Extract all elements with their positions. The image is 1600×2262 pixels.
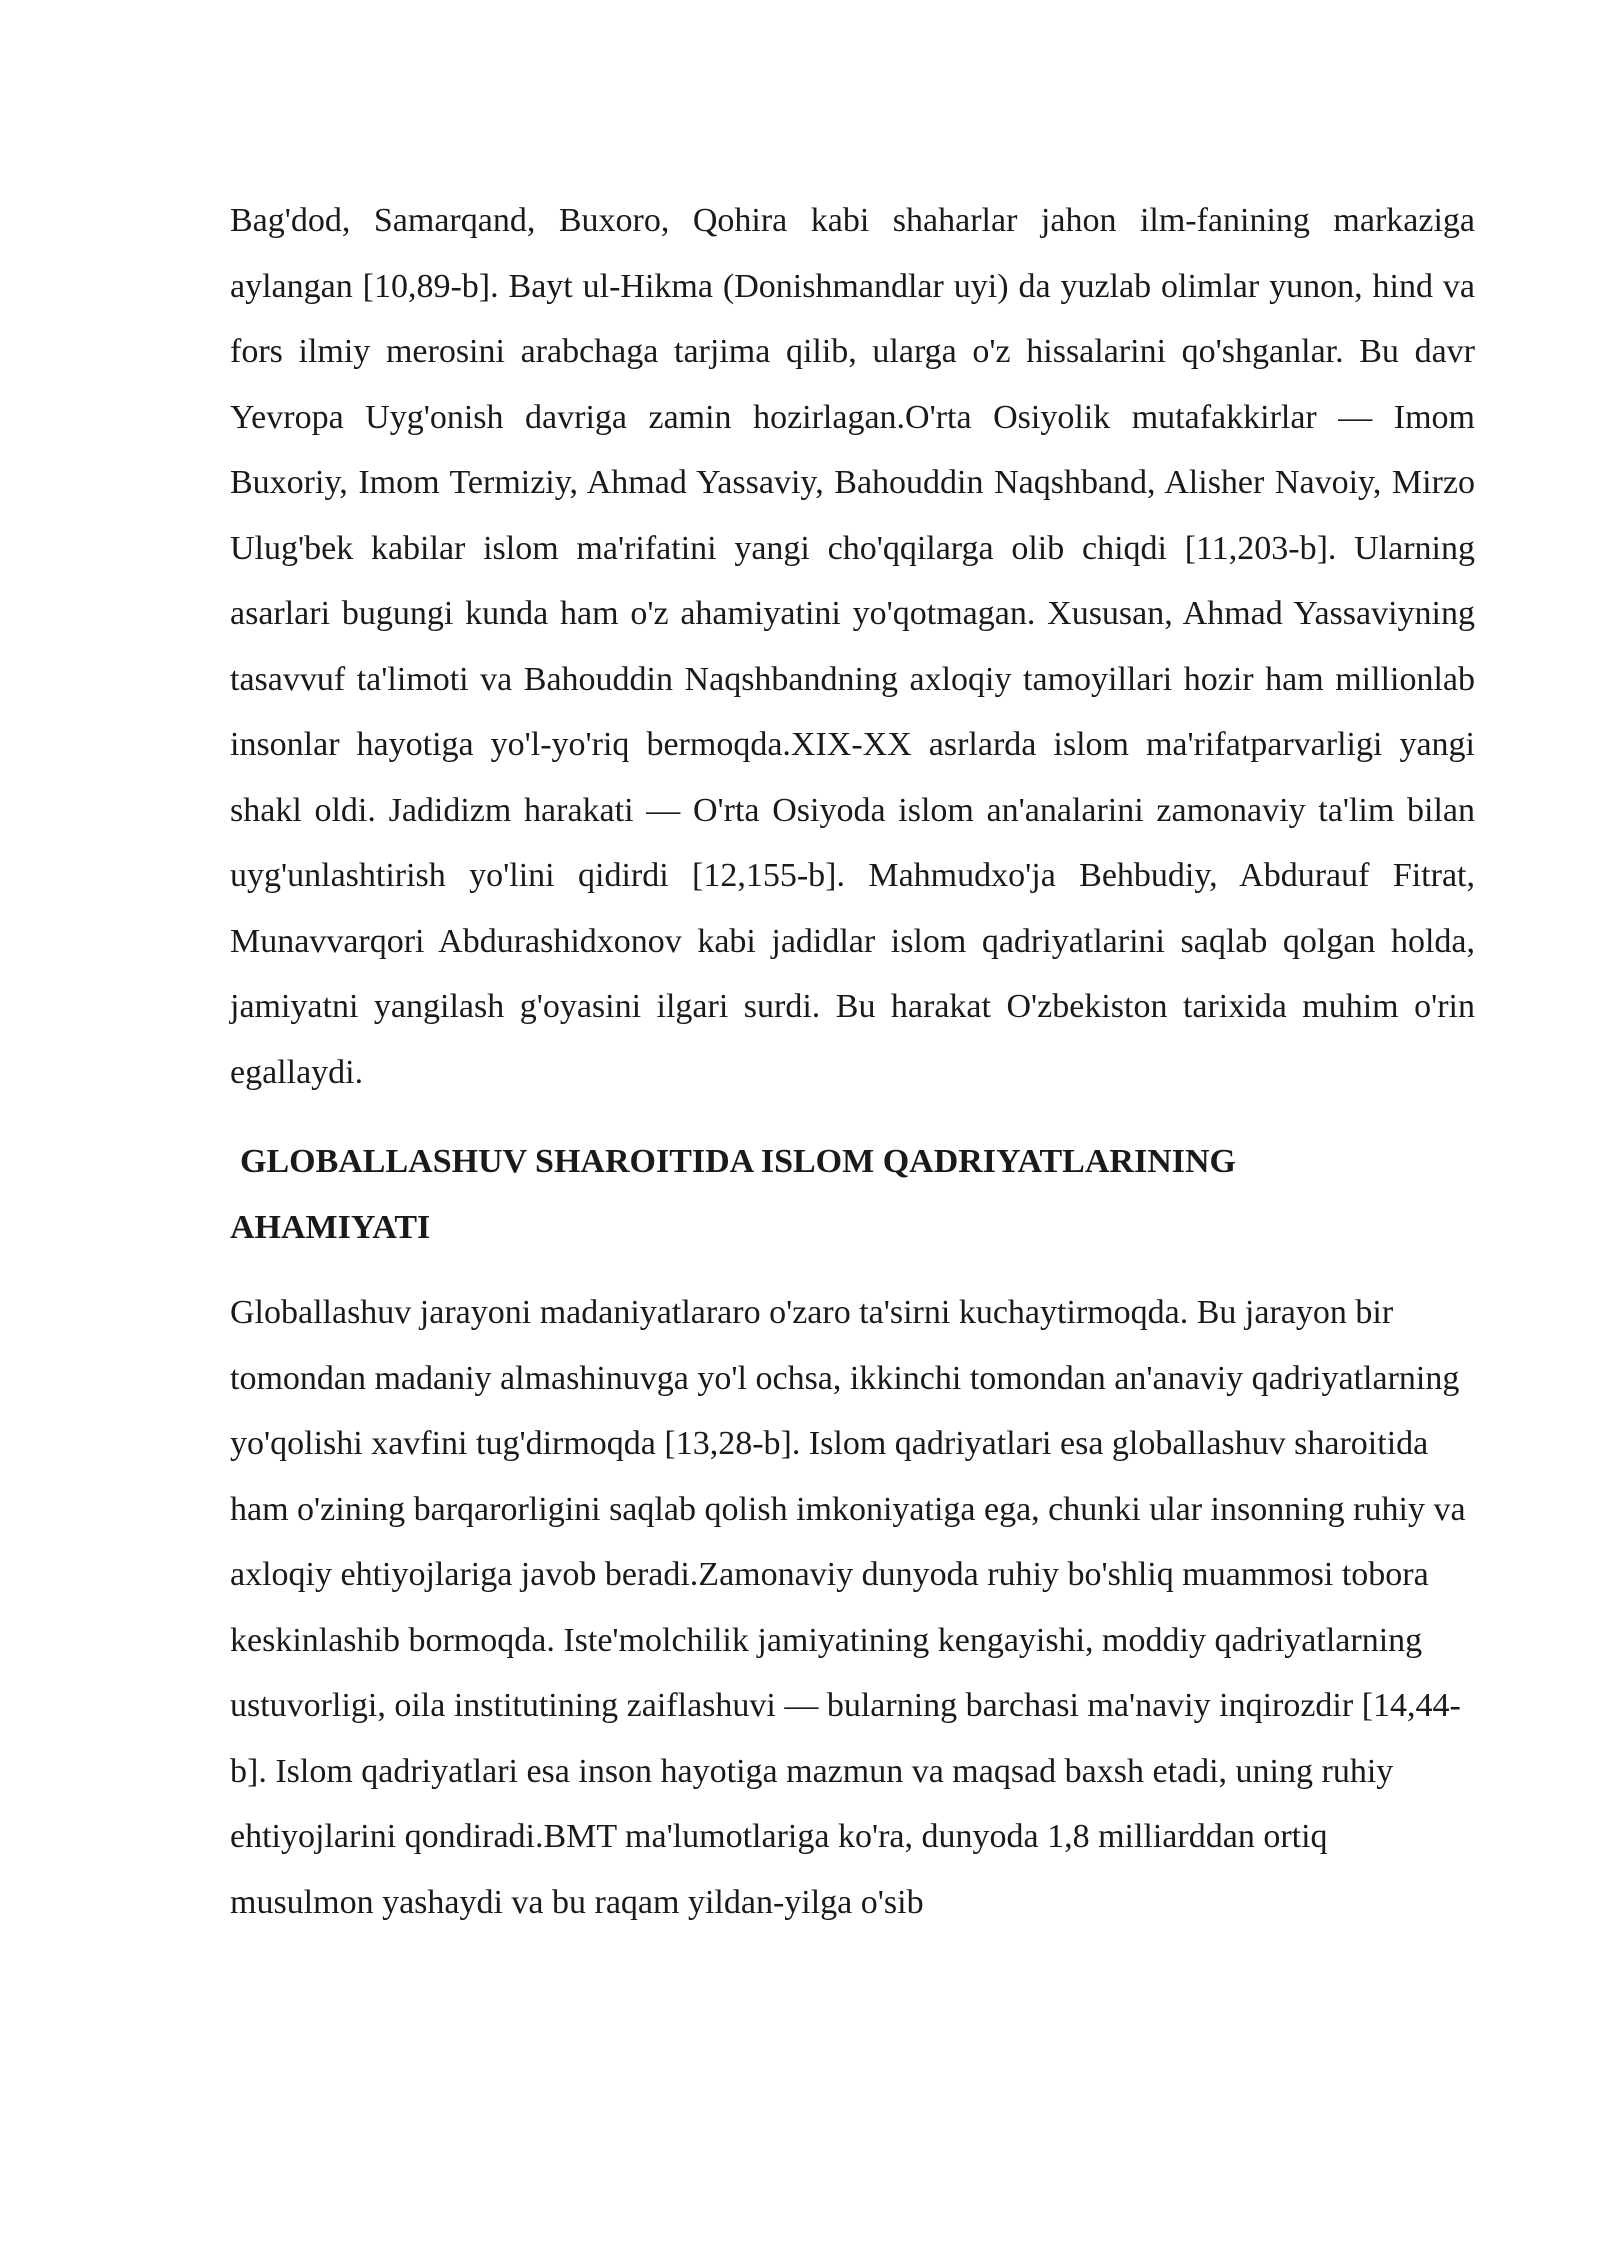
section-heading [230, 1129, 1475, 1260]
document-body [230, 188, 1475, 1935]
body-paragraph: Bag'dod, Samarqand, Buxoro, Qohira kabi shaharlar jahon ilm-fanining markaziga aylangan [10,89-b]. Bayt ul-Hikma (Donishmandlar uyi) da yuzlab olimlar yunon, hind va fors ilmiy merosini arabchaga tarjima qilib, ularga o'z hissalarini qo'shganlar. Bu davr Yevropa Uyg'onish davriga zamin hozirlagan.O'rta Osiyolik mutafakkirlar — Imom Buxoriy, Imom Termiziy, Ahmad Yassaviy, Bahouddin Naqshband, Alisher Navoiy, Mirzo Ulug'bek kabilar islom ma'rifatini yangi cho'qqilarga olib chiqdi [11,203-b]. Ularning asarlari bugungi kunda ham o'z ahamiyatini yo'qotmagan. Xususan, Ahmad Yassaviyning tasavvuf ta'limoti va Bahouddin Naqshbandning axloqiy tamoyillari hozir ham millionlab insonlar hayotiga yo'l-yo'riq bermoqda.XIX-XX asrlarda islom ma'rifatparvarligi yangi shakl oldi. Jadidizm harakati — O'rta Osiyoda islom an'analarini zamonaviy ta'lim bilan uyg'unlashtirish yo'lini qidirdi [12,155-b]. Mahmudxo'ja Behbudiy, Abdurauf Fitrat, Munavvarqori Abdurashidxonov kabi jadidlar islom qadriyatlarini saqlab qolgan holda, jamiyatni yangilash g'oyasini ilgari surdi. Bu harakat O'zbekiston tarixida muhim o'rin egallaydi. [230, 202, 1475, 1091]
section-heading-line: GLOBALLASHUV SHAROITIDA ISLOM QADRIYATLARINING [240, 1143, 1236, 1180]
section-heading-line: AHAMIYATI [230, 1208, 431, 1246]
body-paragraph: Globallashuv jarayoni madaniyatlararo o'zaro ta'sirni kuchaytirmoqda. Bu jarayon bir tomondan madaniy almashinuvga yo'l ochsa, ikkinchi tomondan an'anaviy qadriyatlarning yo'qolishi xavfini tug'dirmoqda [13,28-b]. Islom qadriyatlari esa globallashuv sharoitida ham o'zining barqarorligini saqlab qolish imkoniyatiga ega, chunki ular insonning ruhiy va axloqiy ehtiyojlariga javob beradi.Zamonaviy dunyoda ruhiy bo'shliq muammosi tobora keskinlashib bormoqda. Iste'molchilik jamiyatining kengayishi, moddiy qadriyatlarning ustuvorligi, oila institutining zaiflashuvi — bularning barchasi ma'naviy inqirozdir [14,44-b]. Islom qadriyatlari esa inson hayotiga mazmun va maqsad baxsh etadi, uning ruhiy ehtiyojlarini qondiradi.BMT ma'lumotlariga ko'ra, dunyoda 1,8 milliarddan ortiq musulmon yashaydi va bu raqam yildan-yilga o'sib [230, 1294, 1466, 1921]
